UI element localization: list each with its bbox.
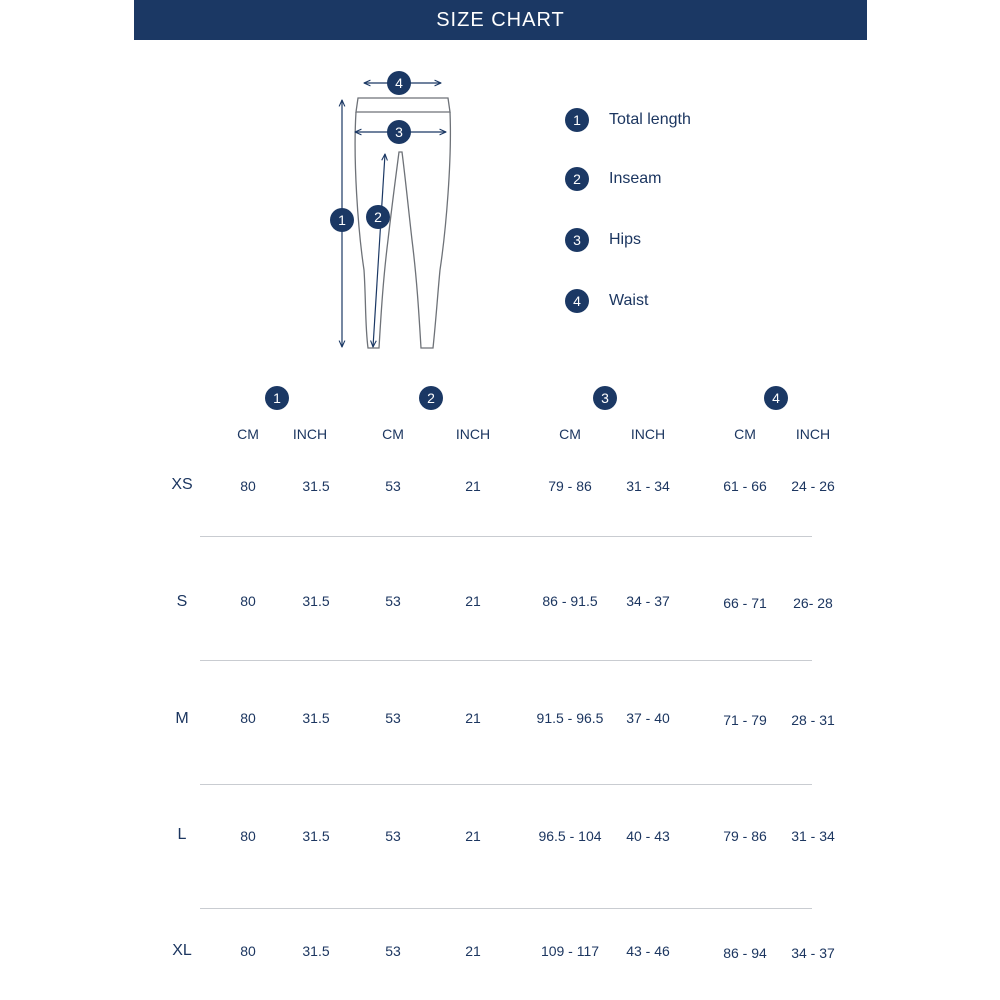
diagram-marker-label: 3 — [395, 124, 403, 140]
table-cell: 31.5 — [302, 593, 330, 609]
table-cell: 79 - 86 — [723, 828, 767, 844]
table-cell: 53 — [385, 828, 401, 844]
legend-number-badge: 2 — [565, 167, 589, 191]
table-cell: 21 — [465, 710, 481, 726]
size-label: M — [175, 710, 189, 727]
table-cell: 21 — [465, 943, 481, 959]
table-cell: 31 - 34 — [626, 478, 670, 494]
table-cell: 31 - 34 — [791, 828, 835, 844]
legend-number-badge: 3 — [565, 228, 589, 252]
diagram-marker-label: 4 — [395, 75, 403, 91]
unit-header-inch: INCH — [292, 426, 328, 442]
table-cell: 109 - 117 — [540, 943, 600, 959]
table-cell: 37 - 40 — [626, 710, 670, 726]
table-cell: 31.5 — [302, 478, 330, 494]
row-divider — [200, 908, 812, 909]
table-cell: 21 — [465, 478, 481, 494]
page-title: SIZE CHART — [436, 8, 565, 31]
legend-item-waist — [565, 288, 648, 314]
unit-header-cm: CM — [734, 426, 756, 442]
legend-item-inseam — [565, 166, 661, 192]
table-cell: 80 — [240, 478, 256, 494]
table-cell: 53 — [385, 593, 401, 609]
table-cell: 31.5 — [302, 710, 330, 726]
unit-header-inch: INCH — [455, 426, 491, 442]
table-cell: 61 - 66 — [723, 478, 767, 494]
table-cell: 40 - 43 — [626, 828, 670, 844]
table-cell: 43 - 46 — [626, 943, 670, 959]
leggings-outline-icon — [320, 66, 470, 358]
legend-item-total-length — [565, 107, 691, 133]
table-cell: 66 - 71 — [723, 595, 767, 611]
table-cell: 86 - 94 — [723, 945, 767, 961]
diagram-marker-3 — [387, 120, 411, 144]
table-cell: 53 — [385, 478, 401, 494]
unit-header-cm: CM — [382, 426, 404, 442]
column-badge-2: 2 — [419, 386, 443, 410]
table-cell: 86 - 91.5 — [542, 593, 598, 609]
table-cell: 28 - 31 — [791, 712, 835, 728]
row-divider — [200, 784, 812, 785]
column-badge-4: 4 — [764, 386, 788, 410]
table-cell: 80 — [240, 593, 256, 609]
column-badge-1: 1 — [265, 386, 289, 410]
table-cell: 71 - 79 — [723, 712, 767, 728]
row-divider — [200, 536, 812, 537]
table-cell: 31.5 — [302, 828, 330, 844]
table-cell: 80 — [240, 828, 256, 844]
unit-header-inch: INCH — [795, 426, 831, 442]
table-cell: 34 - 37 — [791, 945, 835, 961]
diagram-marker-4 — [387, 71, 411, 95]
diagram-marker-1 — [330, 208, 354, 232]
size-label: L — [177, 826, 187, 843]
legend-label: Total length — [609, 111, 691, 128]
table-cell: 79 - 86 — [548, 478, 592, 494]
unit-header-cm: CM — [559, 426, 581, 442]
table-cell: 21 — [465, 593, 481, 609]
table-cell: 53 — [385, 943, 401, 959]
legend-label: Inseam — [609, 170, 662, 187]
diagram-marker-label: 2 — [374, 209, 382, 225]
table-cell: 91.5 - 96.5 — [536, 710, 604, 726]
table-cell: 53 — [385, 710, 401, 726]
size-chart-header — [134, 0, 867, 40]
table-cell: 80 — [240, 710, 256, 726]
unit-header-inch: INCH — [630, 426, 666, 442]
size-label: XL — [172, 942, 192, 959]
legend-number-badge: 1 — [565, 108, 589, 132]
legend-item-hips — [565, 227, 641, 253]
row-divider — [200, 660, 812, 661]
table-cell: 26- 28 — [793, 595, 833, 611]
diagram-marker-2 — [366, 205, 390, 229]
table-cell: 24 - 26 — [791, 478, 835, 494]
unit-header-cm: CM — [237, 426, 259, 442]
table-cell: 96.5 - 104 — [538, 828, 602, 844]
table-cell: 34 - 37 — [626, 593, 670, 609]
table-cell: 80 — [240, 943, 256, 959]
diagram-marker-label: 1 — [338, 212, 346, 228]
size-label: XS — [171, 476, 193, 493]
legend-label: Waist — [609, 292, 649, 309]
table-cell: 21 — [465, 828, 481, 844]
size-label: S — [176, 593, 188, 610]
column-badge-3: 3 — [593, 386, 617, 410]
legend-number-badge: 4 — [565, 289, 589, 313]
table-cell: 31.5 — [302, 943, 330, 959]
legend-label: Hips — [609, 231, 642, 248]
